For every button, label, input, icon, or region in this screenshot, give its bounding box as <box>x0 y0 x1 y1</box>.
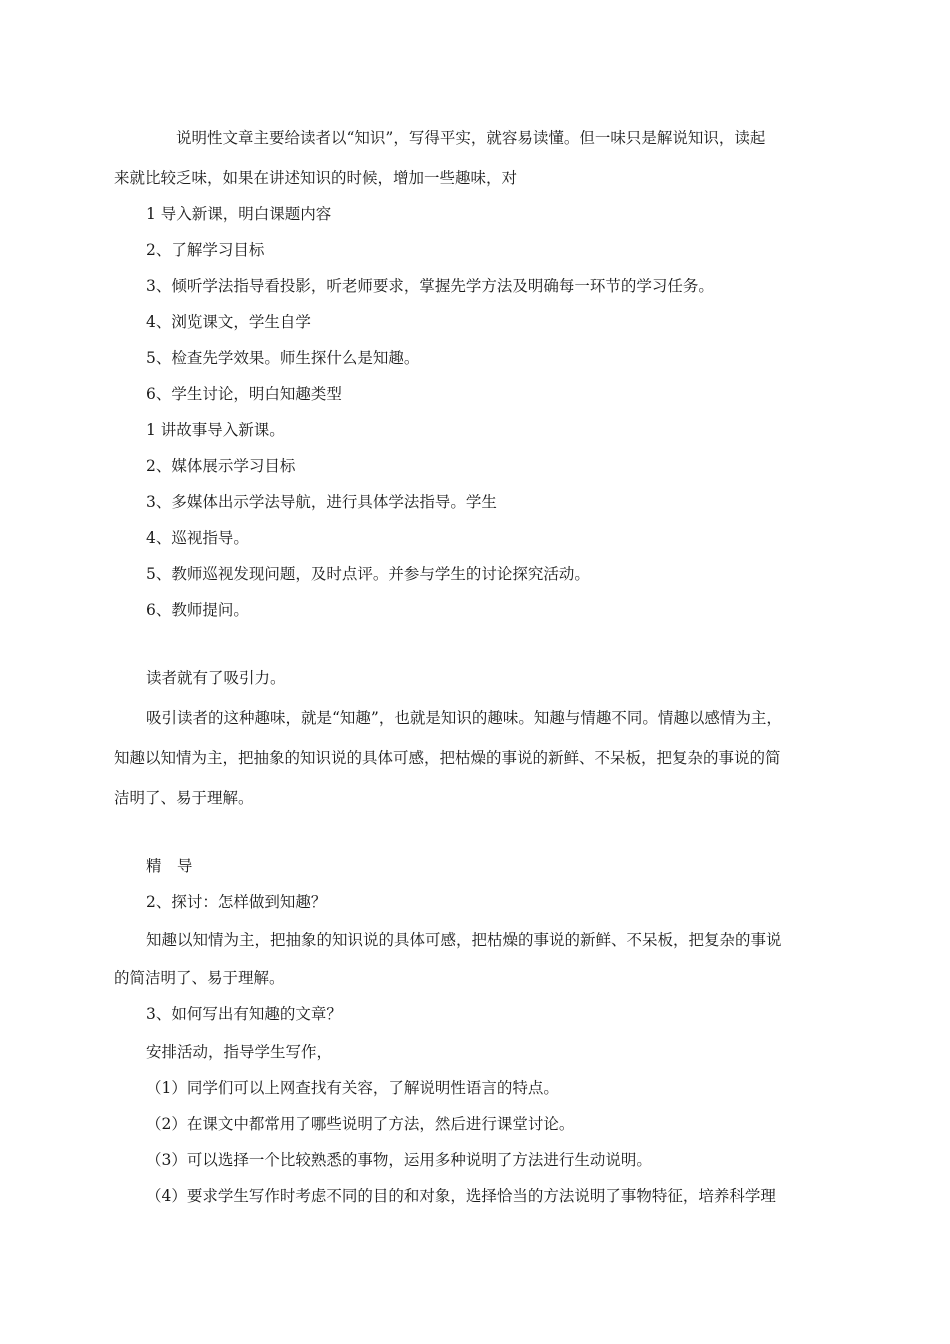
student-step-4: 4、浏览课文，学生自学 <box>146 313 311 331</box>
discussion-2-line-1: 知趣以知情为主，把抽象的知识说的具体可感，把枯燥的事说的新鲜、不呆板，把复杂的事说 <box>146 931 782 949</box>
activity-item-4: （4）要求学生写作时考虑不同的目的和对象，选择恰当的方法说明了事物特征，培养科学理 <box>146 1187 776 1205</box>
section-heading: 精 导 <box>146 857 193 875</box>
activity-item-1: （1）同学们可以上网查找有关容，了解说明性语言的特点。 <box>146 1079 559 1097</box>
continuation-line: 读者就有了吸引力。 <box>146 669 286 687</box>
student-step-5: 5、检查先学效果。师生探什么是知趣。 <box>146 349 420 367</box>
discussion-2-title: 2、探讨：怎样做到知趣？ <box>146 893 327 911</box>
discussion-2-line-2: 的简洁明了、易于理解。 <box>114 969 285 987</box>
teacher-step-4: 4、巡视指导。 <box>146 529 249 547</box>
zhiqu-paragraph-line-3: 洁明了、易于理解。 <box>114 789 254 807</box>
teacher-step-2: 2、媒体展示学习目标 <box>146 457 296 475</box>
activity-item-2: （2）在课文中都常用了哪些说明了方法，然后进行课堂讨论。 <box>146 1115 575 1133</box>
teacher-step-1: 1 讲故事导入新课。 <box>146 421 285 439</box>
intro-line-1: 说明性文章主要给读者以“知识”，写得平实，就容易读懂。但一味只是解说知识，读起 <box>176 129 766 147</box>
student-step-1: 1 导入新课，明白课题内容 <box>146 205 332 223</box>
teacher-step-3: 3、多媒体出示学法导航，进行具体学法指导。学生 <box>146 493 497 511</box>
student-step-6: 6、学生讨论，明白知趣类型 <box>146 385 342 403</box>
teacher-step-6: 6、教师提问。 <box>146 601 249 619</box>
activity-item-3: （3）可以选择一个比较熟悉的事物，运用多种说明了方法进行生动说明。 <box>146 1151 652 1169</box>
student-step-3: 3、倾听学法指导看投影，听老师要求，掌握先学方法及明确每一环节的学习任务。 <box>146 277 714 295</box>
zhiqu-paragraph-line-1: 吸引读者的这种趣味，就是“知趣”，也就是知识的趣味。知趣与情趣不同。情趣以感情为主， <box>146 709 782 727</box>
zhiqu-paragraph-line-2: 知趣以知情为主，把抽象的知识说的具体可感，把枯燥的事说的新鲜、不呆板，把复杂的事说的简 <box>114 749 781 767</box>
discussion-3-activity: 安排活动，指导学生写作， <box>146 1043 333 1061</box>
discussion-3-title: 3、如何写出有知趣的文章？ <box>146 1005 342 1023</box>
teacher-step-5: 5、教师巡视发现问题，及时点评。并参与学生的讨论探究活动。 <box>146 565 590 583</box>
intro-line-2: 来就比较乏味，如果在讲述知识的时候，增加一些趣味，对 <box>114 169 518 187</box>
student-step-2: 2、了解学习目标 <box>146 241 265 259</box>
